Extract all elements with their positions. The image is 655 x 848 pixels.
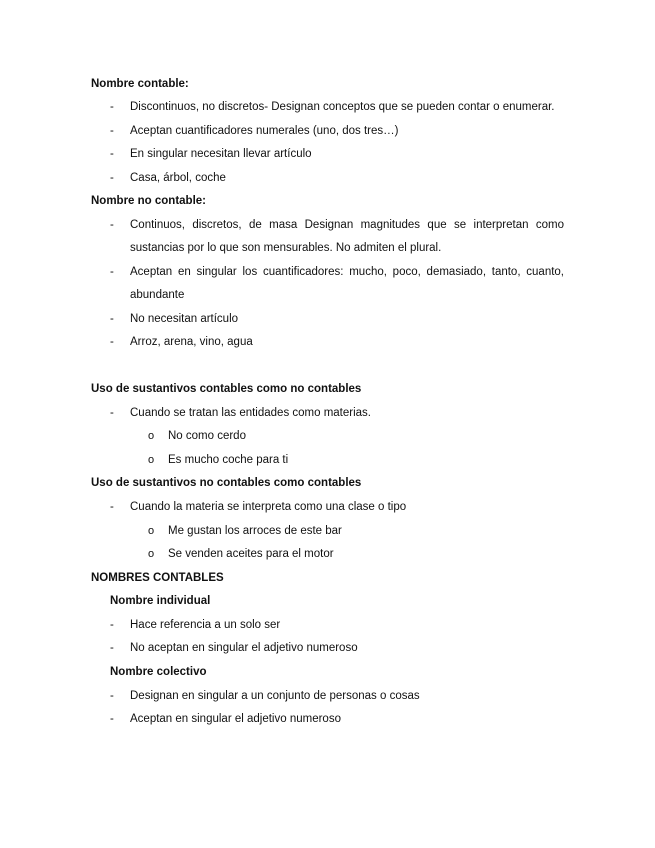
list-item-text: Cuando la materia se interpreta como una clase o tipo	[130, 501, 407, 513]
circle-bullet: o	[148, 430, 155, 442]
circle-bullet: o	[148, 548, 155, 560]
subheading-nombre-colectivo: Nombre colectivo	[110, 666, 207, 678]
list-item-text: No necesitan artículo	[130, 313, 239, 325]
list-item-text: Continuos, discretos, de masa Designan magnitudes que se interpretan como	[130, 219, 564, 231]
dash-bullet: -	[110, 690, 114, 702]
heading-nombres-contables: NOMBRES CONTABLES	[91, 572, 224, 584]
circle-bullet: o	[148, 525, 155, 537]
dash-bullet: -	[110, 266, 114, 278]
dash-bullet: -	[110, 219, 114, 231]
list-item-text: Hace referencia a un solo ser	[130, 619, 281, 631]
list-item-text: Aceptan en singular los cuantificadores: mucho, poco, demasiado, tanto, cuanto,	[130, 266, 564, 278]
dash-bullet: -	[110, 148, 114, 160]
dash-bullet: -	[110, 619, 114, 631]
list-item-text: Casa, árbol, coche	[130, 172, 226, 184]
circle-bullet: o	[148, 454, 155, 466]
dash-bullet: -	[110, 407, 114, 419]
dash-bullet: -	[110, 501, 114, 513]
list-item-text: No aceptan en singular el adjetivo numeroso	[130, 642, 358, 654]
heading-nombre-no-contable: Nombre no contable:	[91, 195, 207, 207]
list-item-text: Arroz, arena, vino, agua	[130, 336, 253, 348]
list-item-text: abundante	[130, 289, 185, 301]
list-item-text: Aceptan en singular el adjetivo numeroso	[130, 713, 341, 725]
list-item-text: En singular necesitan llevar artículo	[130, 148, 312, 160]
list-item-text: Cuando se tratan las entidades como materias.	[130, 407, 371, 419]
list-item-text: Discontinuos, no discretos- Designan conceptos que se pueden contar o enumerar.	[130, 101, 555, 113]
list-item-text: sustancias por lo que son mensurables. No admiten el plural.	[130, 242, 442, 254]
example-text: Se venden aceites para el motor	[168, 548, 334, 560]
dash-bullet: -	[110, 336, 114, 348]
example-text: Es mucho coche para ti	[168, 454, 289, 466]
dash-bullet: -	[110, 313, 114, 325]
heading-nombre-contable: Nombre contable:	[91, 78, 189, 90]
dash-bullet: -	[110, 125, 114, 137]
list-item-text: Designan en singular a un conjunto de personas o cosas	[130, 690, 420, 702]
list-item-text: Aceptan cuantificadores numerales (uno, dos tres…)	[130, 125, 399, 137]
dash-bullet: -	[110, 101, 114, 113]
dash-bullet: -	[110, 713, 114, 725]
heading-uso-contables: Uso de sustantivos contables como no contables	[91, 383, 362, 395]
heading-uso-no-contables: Uso de sustantivos no contables como contables	[91, 477, 362, 489]
example-text: Me gustan los arroces de este bar	[168, 525, 342, 537]
dash-bullet: -	[110, 642, 114, 654]
example-text: No como cerdo	[168, 430, 246, 442]
subheading-nombre-individual: Nombre individual	[110, 595, 211, 607]
dash-bullet: -	[110, 172, 114, 184]
